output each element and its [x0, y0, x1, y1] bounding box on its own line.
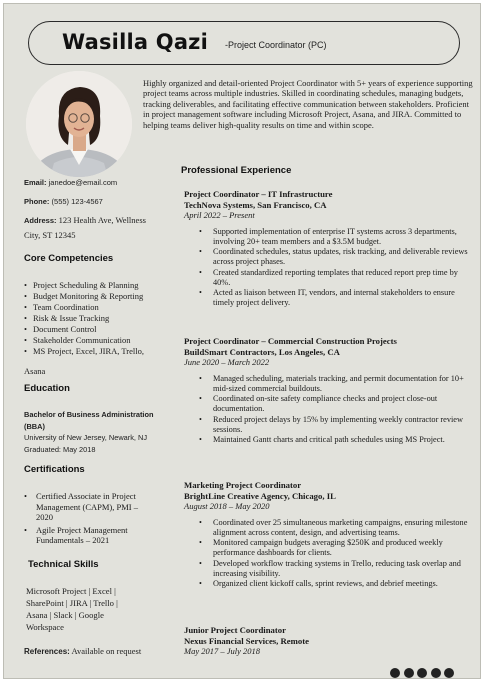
list-item: • Budget Monitoring & Reporting — [24, 291, 144, 302]
job-entry — [184, 336, 474, 445]
list-item: • Developed workflow tracking systems in Trello, reducing task overlap and increasing visibility. — [184, 559, 474, 579]
job-dates: August 2018 – May 2020 — [184, 501, 270, 512]
job-company: BrightLine Creative Agency, Chicago, IL — [184, 490, 336, 501]
dot-icon — [417, 668, 427, 678]
list-item: • Coordinated over 25 simultaneous marketing campaigns, ensuring milestone alignment across content, design, and advertising teams. — [184, 518, 474, 538]
job-company: Nexus Financial Services, Remote — [184, 635, 309, 646]
skills-list: Microsoft Project | Excel | SharePoint | JIRA | Trello | Asana | Slack | Google Workspace — [26, 586, 118, 632]
list-item: • Reduced project delays by 15% by implementing weekly contractor review sessions. — [184, 415, 474, 435]
list-item: • Maintained Gantt charts and critical path schedules using MS Project. — [184, 435, 474, 445]
list-item: • Monitored campaign budgets averaging $250K and produced weekly performance dashboards for clients. — [184, 538, 474, 558]
job-bullets — [184, 518, 474, 589]
list-item: • Project Scheduling & Planning — [24, 280, 144, 291]
dot-icon — [390, 668, 400, 678]
dot-icon — [444, 668, 454, 678]
school: University of New Jersey, Newark, NJ — [24, 433, 148, 442]
contact-phone: Phone: (555) 123-4567 — [24, 197, 103, 206]
job-entry — [184, 189, 474, 308]
list-item: • MS Project, Excel, JIRA, Trello, — [24, 346, 144, 357]
job-dates: April 2022 – Present — [184, 210, 255, 221]
contact-address: Address: 123 Health Ave, Wellness City, ST 12345 — [24, 215, 146, 240]
job-company: TechNova Systems, San Francisco, CA — [184, 199, 327, 210]
job-dates: June 2020 – March 2022 — [184, 357, 270, 368]
skills-heading: Technical Skills — [28, 559, 99, 570]
certifications-heading: Certifications — [24, 464, 85, 475]
job-bullets — [184, 374, 474, 445]
job-dates: May 2017 – July 2018 — [184, 646, 261, 657]
list-item: • Supported implementation of enterprise IT systems across 3 departments, involving 20+ team members and a $3.5M budget. — [184, 227, 474, 247]
list-item: • Risk & Issue Tracking — [24, 313, 144, 324]
certification-item: • Agile Project Management Fundamentals – 2021 — [24, 525, 162, 546]
profile-photo — [26, 71, 132, 177]
references: References: Available on request — [24, 646, 142, 656]
candidate-name: Wasilla Qazi — [62, 30, 209, 54]
list-item: • Team Coordination — [24, 302, 144, 313]
job-title: Junior Project Coordinator — [184, 625, 286, 635]
candidate-role: -Project Coordinator (PC) — [225, 40, 327, 50]
list-item: • Document Control — [24, 324, 144, 335]
job-entry — [184, 480, 474, 589]
list-item: • Coordinated schedules, status updates, risk tracking, and deliverable reviews across project phases. — [184, 247, 474, 267]
job-title: Project Coordinator – Commercial Construction Projects — [184, 336, 397, 346]
certifications-list — [24, 491, 162, 548]
competencies-continuation: Asana — [24, 366, 46, 376]
dot-icon — [404, 668, 414, 678]
list-item: • Stakeholder Communication — [24, 335, 144, 346]
degree-abbrev: (BBA) — [24, 421, 45, 431]
experience-heading: Professional Experience — [181, 165, 292, 176]
decorative-dots — [390, 665, 458, 679]
job-bullets — [184, 227, 474, 309]
degree: Bachelor of Business Administration — [24, 410, 154, 419]
certification-item: • Certified Associate in Project Management (CAPM), PMI – 2020 — [24, 491, 162, 523]
job-title: Marketing Project Coordinator — [184, 480, 302, 490]
list-item: • Managed scheduling, materials tracking, and permit documentation for 10+ mid-sized commercial buildouts. — [184, 374, 474, 394]
list-item: • Coordinated on-site safety compliance checks and project close-out documentation. — [184, 394, 474, 414]
job-title: Project Coordinator – IT Infrastructure — [184, 189, 333, 199]
list-item: • Created standardized reporting templates that reduced report prep time by 40%. — [184, 268, 474, 288]
dot-icon — [431, 668, 441, 678]
resume-page — [3, 3, 481, 679]
job-company: BuildSmart Contractors, Los Angeles, CA — [184, 346, 340, 357]
graduation-date: Graduated: May 2018 — [24, 444, 96, 454]
professional-summary: Highly organized and detail-oriented Project Coordinator with 5+ years of experience supporting project teams across multiple industries. Skilled in coordinating schedules, managing budgets, tracking deliverables, and facilitating effective communication between stakeholders. Proficient in project management software including Microsoft Project, Asana, and JIRA. Committed to helping teams deliver high-quality results on time and within scope. — [143, 78, 473, 130]
education-details — [24, 409, 154, 455]
competencies-heading: Core Competencies — [24, 253, 114, 264]
contact-email: Email: janedoe@email.com — [24, 178, 118, 187]
job-entry — [184, 625, 474, 657]
competencies-list — [24, 280, 144, 357]
education-heading: Education — [24, 383, 70, 394]
list-item: • Acted as liaison between IT, vendors, and internal stakeholders to ensure timely project delivery. — [184, 288, 474, 308]
list-item: • Organized client kickoff calls, sprint reviews, and debrief meetings. — [184, 579, 474, 589]
